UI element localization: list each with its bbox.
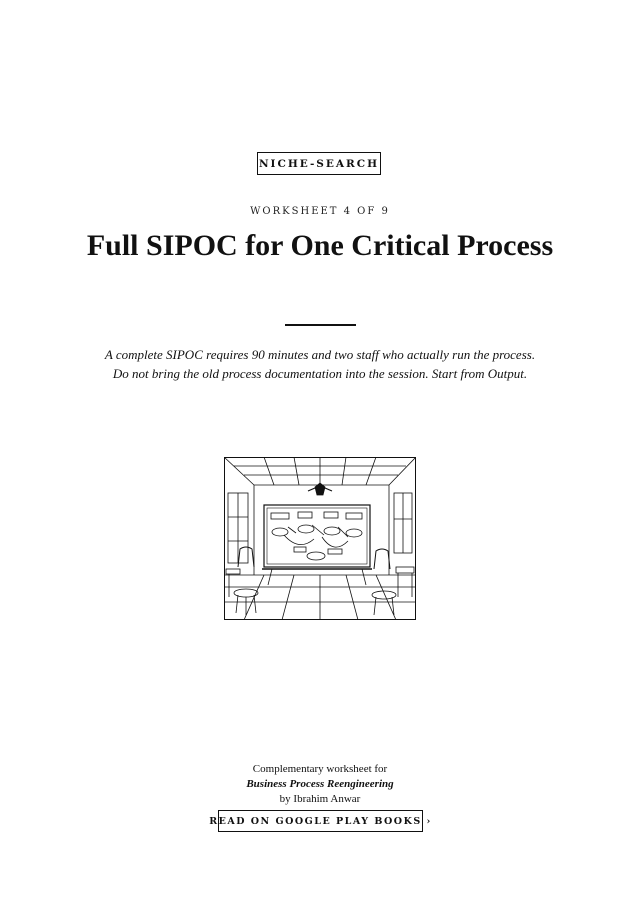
footer-intro: Complementary worksheet for [252, 763, 388, 775]
author-line: by Ibrahim Anwar [279, 793, 361, 805]
classroom-whiteboard-illustration [224, 457, 416, 620]
footer [0, 762, 640, 807]
read-on-google-play-button[interactable]: READ ON GOOGLE PLAY BOOKS › [218, 810, 423, 832]
book-title: Business Process Reengineering [246, 778, 394, 790]
description-line-2: Do not bring the old process documentation into the session. Start from Output. [112, 366, 528, 381]
description-line-1: A complete SIPOC requires 90 minutes and two staff who actually run the process. [104, 347, 536, 362]
page-title: Full SIPOC for One Critical Process [86, 229, 554, 262]
description [40, 345, 600, 383]
title-divider [285, 324, 356, 326]
niche-search-badge: NICHE-SEARCH [257, 152, 381, 175]
worksheet-counter: WORKSHEET 4 OF 9 [250, 206, 390, 217]
